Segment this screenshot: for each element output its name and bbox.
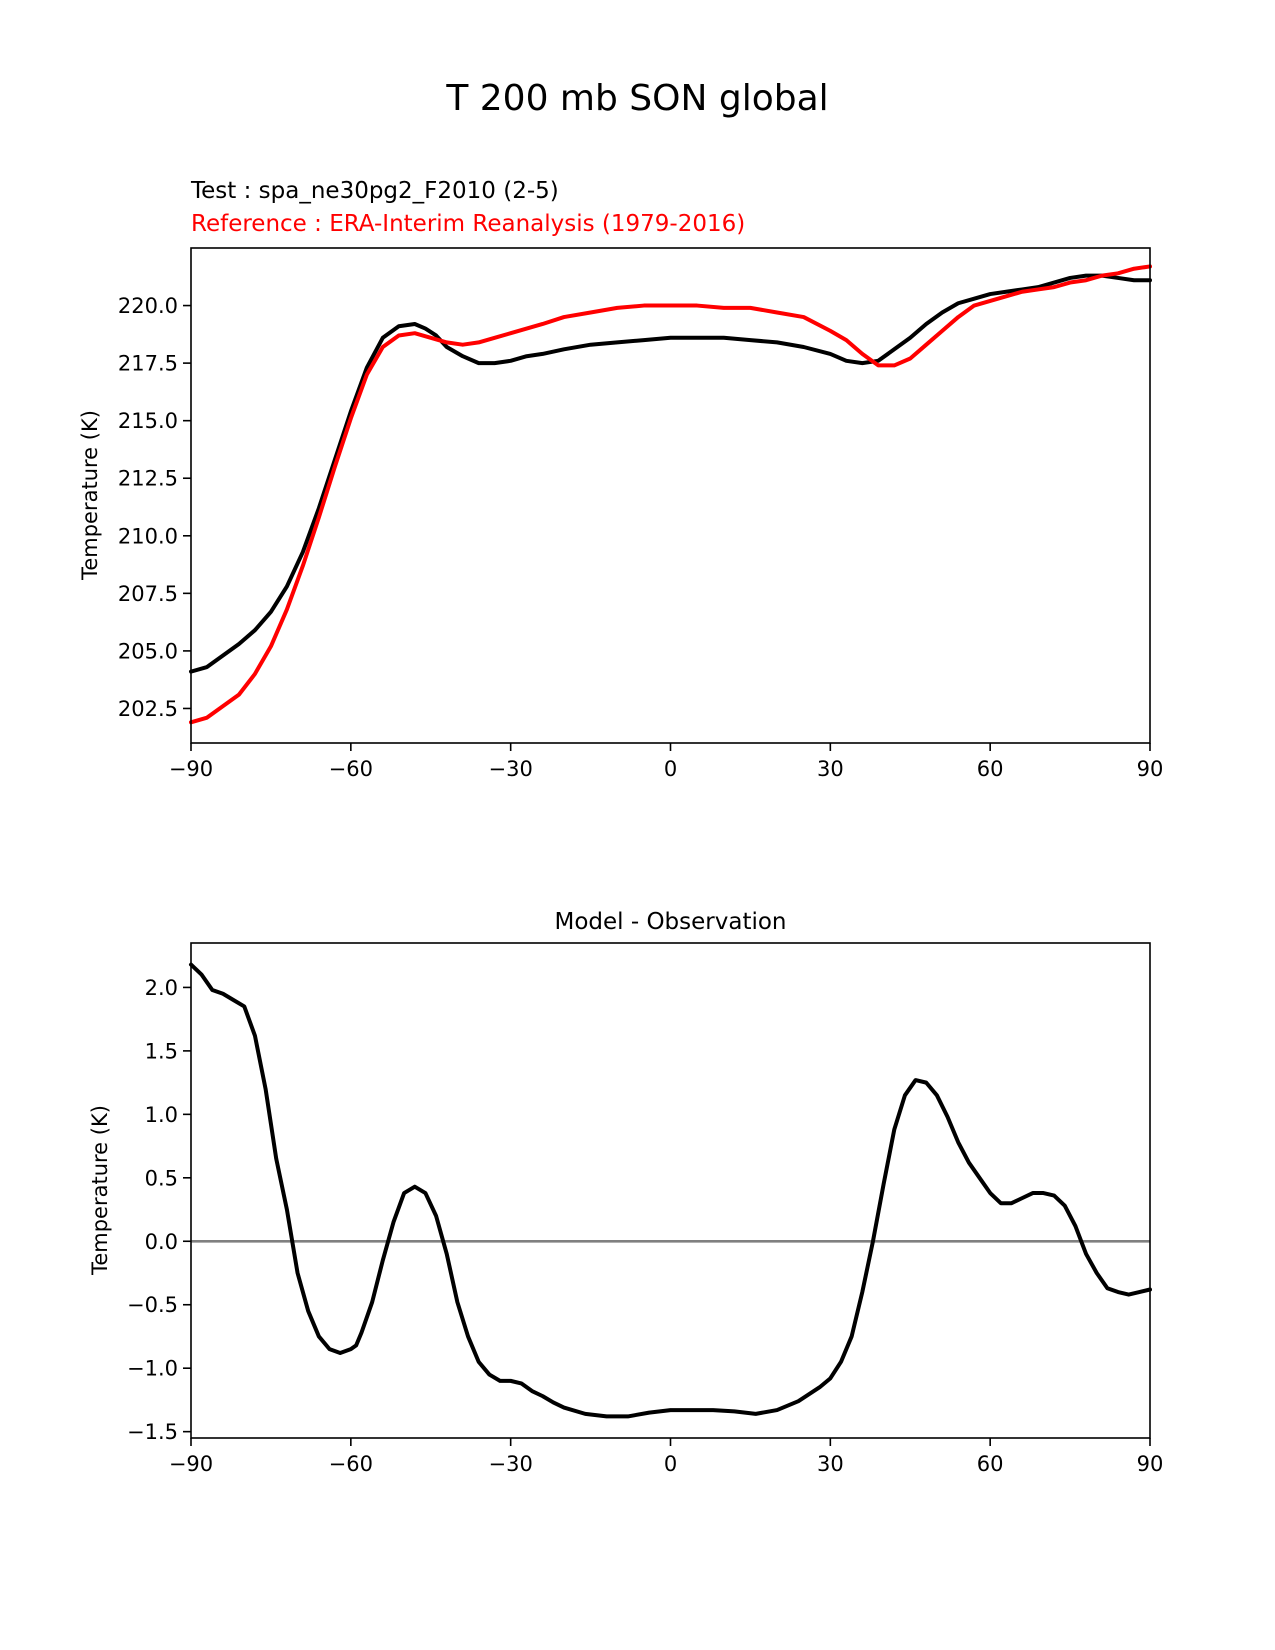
y-tick-label: 1.5 bbox=[144, 1039, 178, 1064]
x-tick-label: 30 bbox=[816, 1452, 844, 1476]
y-tick-label: 2.0 bbox=[144, 975, 178, 1000]
x-tick-label: −30 bbox=[488, 757, 533, 781]
bottom-y-axis-label: Temperature (K) bbox=[88, 1105, 112, 1275]
x-tick-label: −60 bbox=[328, 1452, 373, 1476]
test-label: Test : spa_ne30pg2_F2010 (2-5) bbox=[191, 178, 559, 204]
top-plot-frame bbox=[191, 248, 1150, 743]
y-tick-label: 205.0 bbox=[117, 639, 178, 664]
y-tick-label: 207.5 bbox=[117, 581, 178, 606]
bottom-panel bbox=[88, 909, 1163, 1476]
x-tick-label: 30 bbox=[816, 757, 844, 781]
top-y-axis-label: Temperature (K) bbox=[78, 410, 102, 580]
y-tick-label: −1.5 bbox=[127, 1420, 178, 1445]
y-tick-label: −0.5 bbox=[127, 1293, 178, 1318]
x-tick-label: 0 bbox=[663, 1452, 678, 1476]
x-tick-label: 90 bbox=[1136, 1452, 1164, 1476]
y-tick-label: 1.0 bbox=[144, 1102, 178, 1127]
y-tick-label: 215.0 bbox=[117, 409, 178, 434]
x-tick-label: −90 bbox=[168, 1452, 214, 1476]
y-tick-label: −1.0 bbox=[127, 1356, 178, 1381]
x-tick-label: 60 bbox=[976, 1452, 1004, 1476]
y-tick-label: 0.0 bbox=[144, 1229, 178, 1254]
x-tick-label: 90 bbox=[1136, 757, 1164, 781]
top-panel bbox=[78, 178, 1163, 781]
reference-label: Reference : ERA-Interim Reanalysis (1979-2016) bbox=[191, 211, 746, 237]
figure-title: T 200 mb SON global bbox=[446, 78, 829, 119]
bottom-plot-frame bbox=[191, 943, 1150, 1438]
x-tick-label: 60 bbox=[976, 757, 1004, 781]
y-tick-label: 210.0 bbox=[117, 524, 178, 549]
test-series-line bbox=[191, 276, 1150, 672]
x-tick-label: −60 bbox=[328, 757, 373, 781]
y-tick-label: 217.5 bbox=[117, 351, 178, 376]
y-tick-label: 0.5 bbox=[144, 1166, 178, 1191]
difference-panel-title: Model - Observation bbox=[554, 909, 787, 935]
x-tick-label: 0 bbox=[663, 757, 678, 781]
x-tick-label: −90 bbox=[168, 757, 214, 781]
y-tick-label: 220.0 bbox=[117, 294, 178, 319]
x-tick-label: −30 bbox=[488, 1452, 533, 1476]
y-tick-label: 202.5 bbox=[117, 696, 178, 721]
difference-series-line bbox=[191, 965, 1150, 1417]
y-tick-label: 212.5 bbox=[117, 466, 178, 491]
reference-series-line bbox=[191, 266, 1150, 722]
